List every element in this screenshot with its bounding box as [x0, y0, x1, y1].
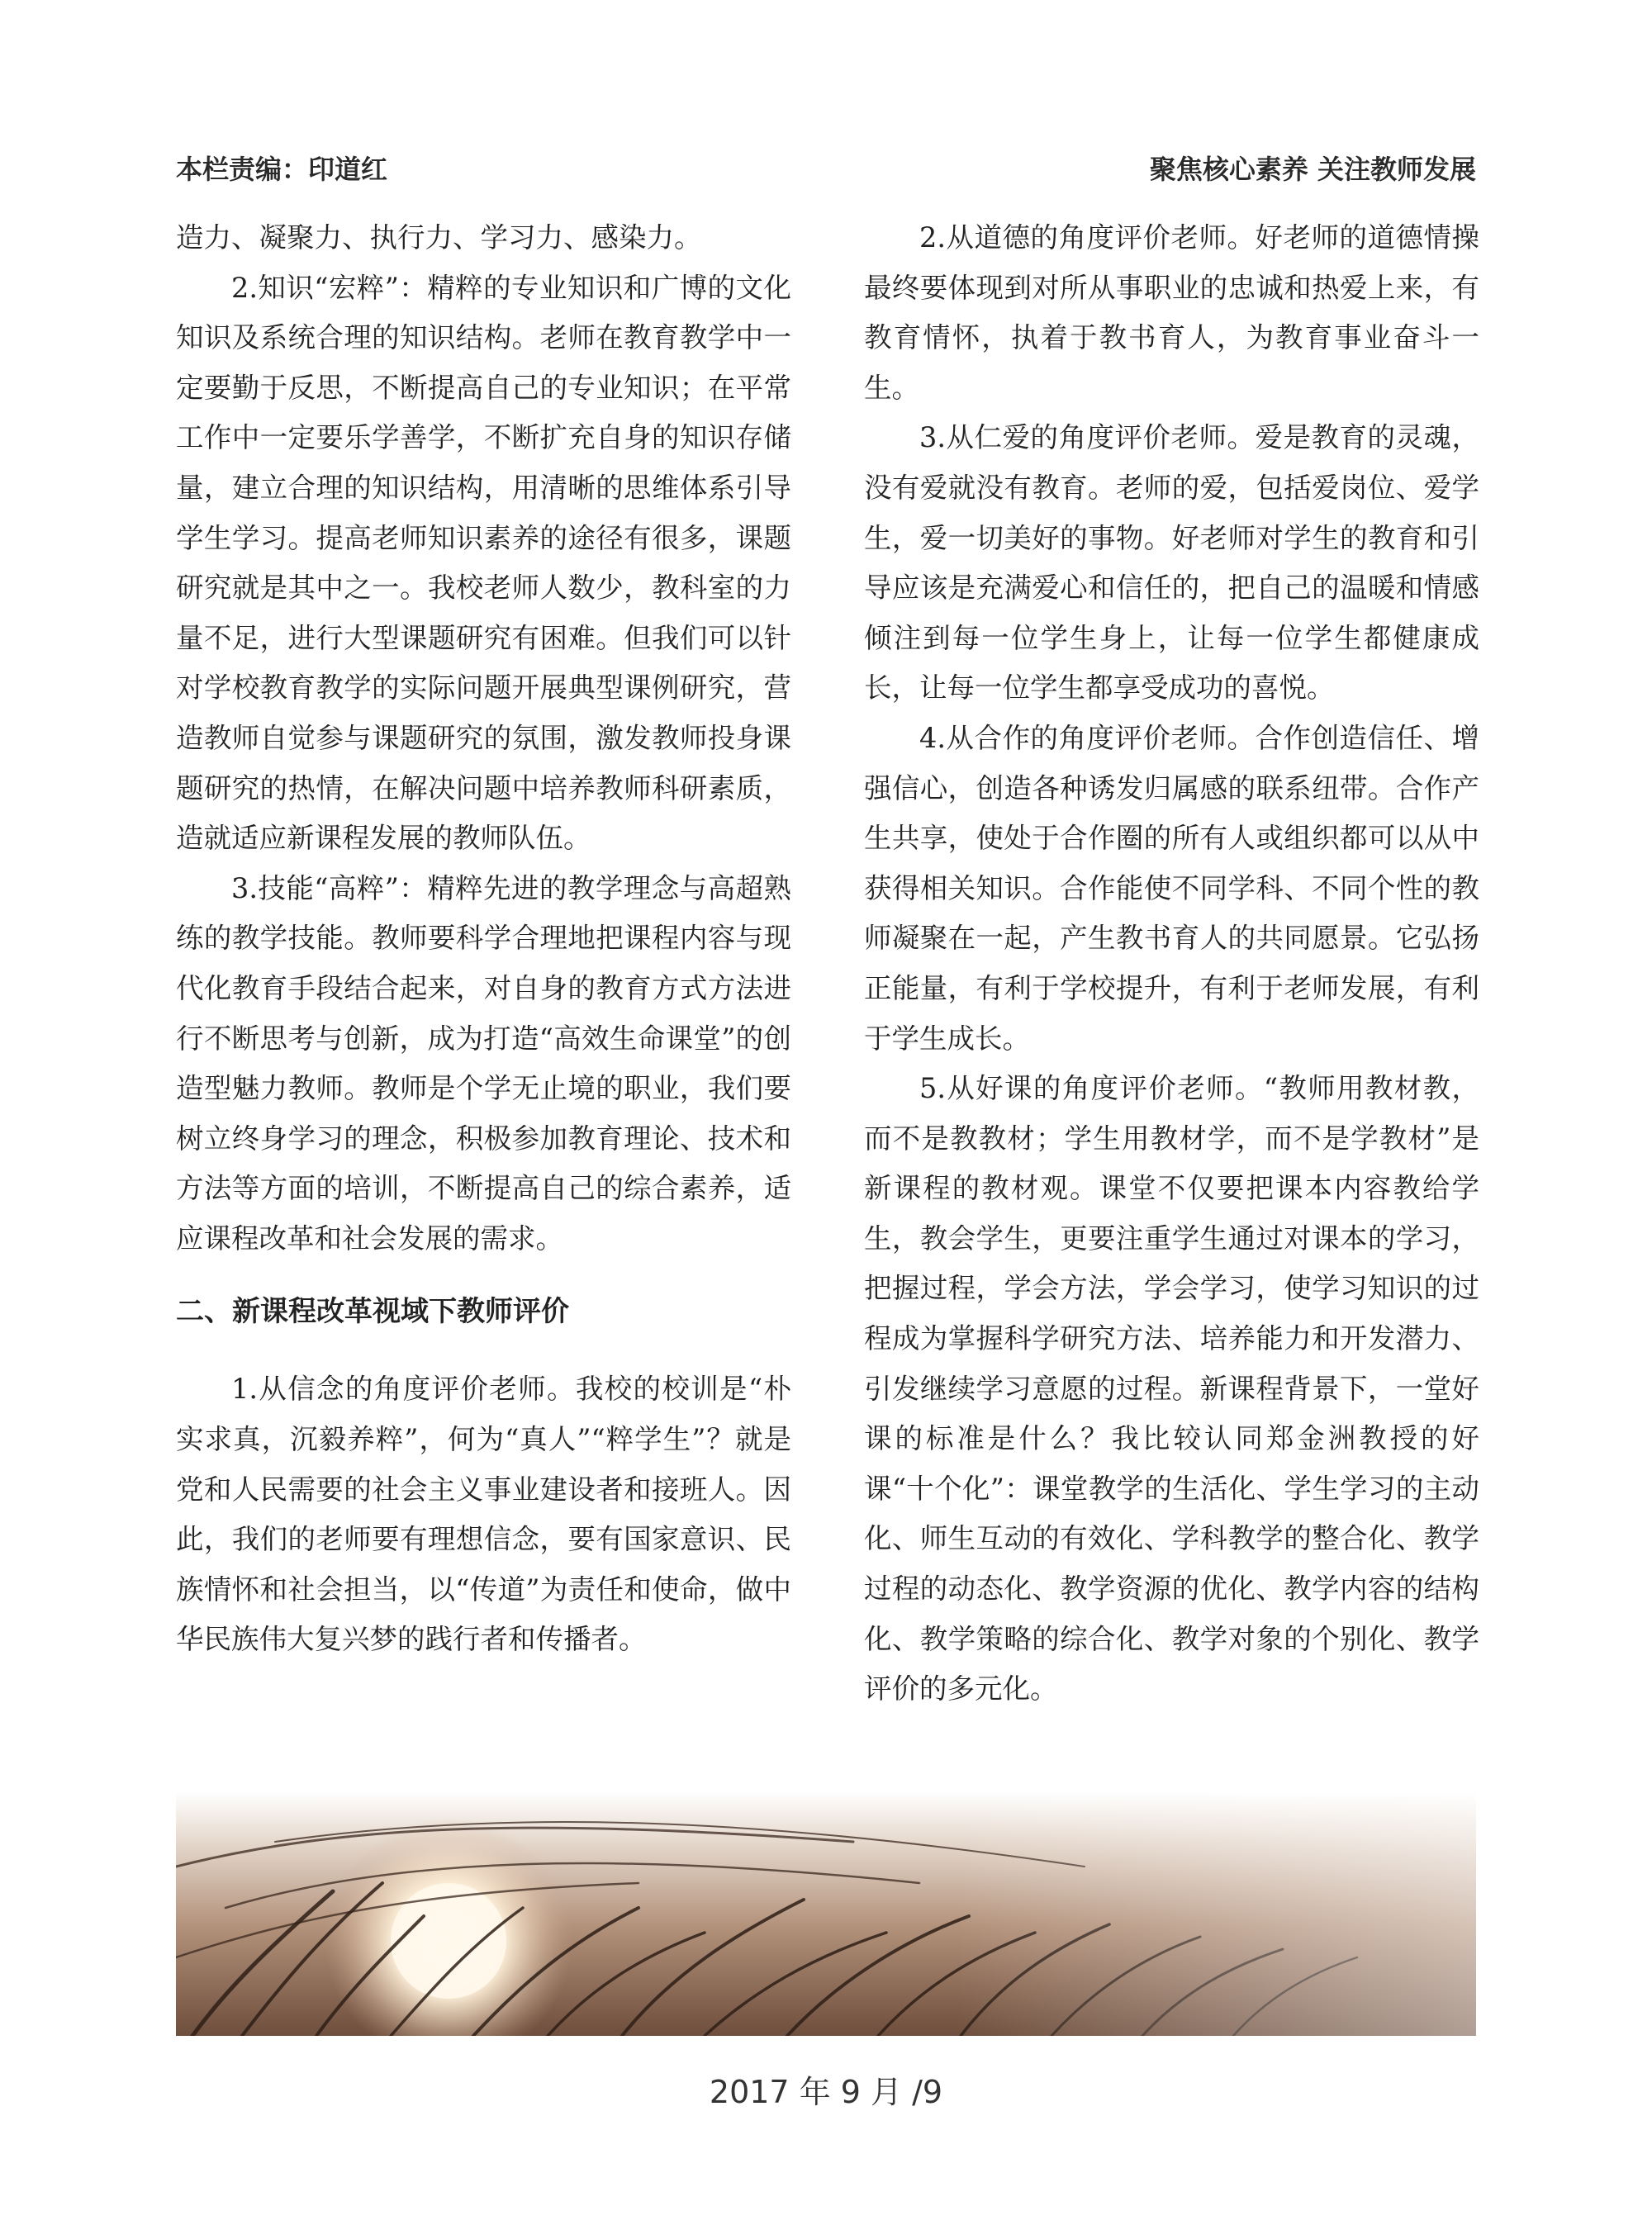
banner-photo — [176, 1792, 1476, 2036]
editor-credit: 本栏责编：印道红 — [176, 154, 388, 185]
paragraph: 4.从合作的角度评价老师。合作创造信任、增强信心，创造各种诱发归属感的联系纽带。合作产生共享，使处于合作圈的所有人或组织都可以从中获得相关知识。合作能使不同学科、不同个性的教师凝聚在一起，产生教书育人的共同愿景。它弘扬正能量，有利于学校提升，有利于老师发展，有利于学生成长。 — [864, 721, 1479, 1055]
paragraph: 1.从信念的角度评价老师。我校的校训是“朴实求真，沉毅养粹”，何为“真人”“粹学生”？就是党和人民需要的社会主义事业建设者和接班人。因此，我们的老师要有理想信念，要有国家意识、民族情怀和社会担当，以“传道”为责任和使命，做中华民族伟大复兴梦的践行者和传播者。 — [176, 1373, 791, 1656]
paragraph: 5.从好课的角度评价老师。“教师用教材教，而不是教教材；学生用教材学，而不是学教材”是新课程的教材观。课堂不仅要把课本内容教给学生，教会学生，更要注重学生通过对课本的学习，把握过程，学会方法，学会学习，使学习知识的过程成为掌握科学研究方法、培养能力和开发潜力、引发继续学习意愿的过程。新课程背景下，一堂好课的标准是什么？我比较认同郑金洲教授的好课“十个化”：课堂教学的生活化、学生学习的主动化、师生互动的有效化、学科教学的整合化、教学过程的动态化、教学资源的优化、教学内容的结构化、教学策略的综合化、教学对象的个别化、教学评价的多元化。 — [864, 1072, 1479, 1706]
left-column — [176, 213, 791, 1665]
paragraph: 3.从仁爱的角度评价老师。爱是教育的灵魂，没有爱就没有教育。老师的爱，包括爱岗位、爱学生，爱一切美好的事物。好老师对学生的教育和引导应该是充满爱心和信任的，把自己的温暖和情感倾注到每一位学生身上，让每一位学生都健康成长，让每一位学生都享受成功的喜悦。 — [864, 421, 1479, 705]
paragraph: 3.技能“高粹”：精粹先进的教学理念与高超熟练的教学技能。教师要科学合理地把课程内容与现代化教育手段结合起来，对自身的教育方式方法进行不断思考与创新，成为打造“高效生命课堂”的创造型魅力教师。教师是个学无止境的职业，我们要树立终身学习的理念，积极参加教育理论、技术和方法等方面的培训，不断提高自己的综合素养，适应课程改革和社会发展的需求。 — [176, 871, 791, 1255]
page-number: 2017 年 9 月 /9 — [709, 2074, 943, 2110]
column-title: 聚焦核心素养 关注教师发展 — [1149, 154, 1476, 185]
section-heading: 二、新课程改革视域下教师评价 — [176, 1295, 569, 1329]
paragraph: 2.知识“宏粹”：精粹的专业知识和广博的文化知识及系统合理的知识结构。老师在教育教学中一定要勤于反思，不断提高自己的专业知识；在平常工作中一定要乐学善学，不断扩充自身的知识存储量，建立合理的知识结构，用清晰的思维体系引导学生学习。提高老师知识素养的途径有很多，课题研究就是其中之一。我校老师人数少，教科室的力量不足，进行大型课题研究有困难。但我们可以针对学校教育教学的实际问题开展典型课例研究，营造教师自觉参与课题研究的氛围，激发教师投身课题研究的热情，在解决问题中培养教师科研素质，造就适应新课程发展的教师队伍。 — [176, 271, 791, 855]
sunset-grass-image — [176, 1792, 1476, 2036]
right-column — [864, 213, 1479, 1715]
paragraph: 2.从道德的角度评价老师。好老师的道德情操最终要体现到对所从事职业的忠诚和热爱上来，有教育情怀，执着于教书育人，为教育事业奋斗一生。 — [864, 221, 1479, 404]
paragraph: 造力、凝聚力、执行力、学习力、感染力。 — [176, 221, 702, 254]
page-header — [176, 147, 1476, 188]
